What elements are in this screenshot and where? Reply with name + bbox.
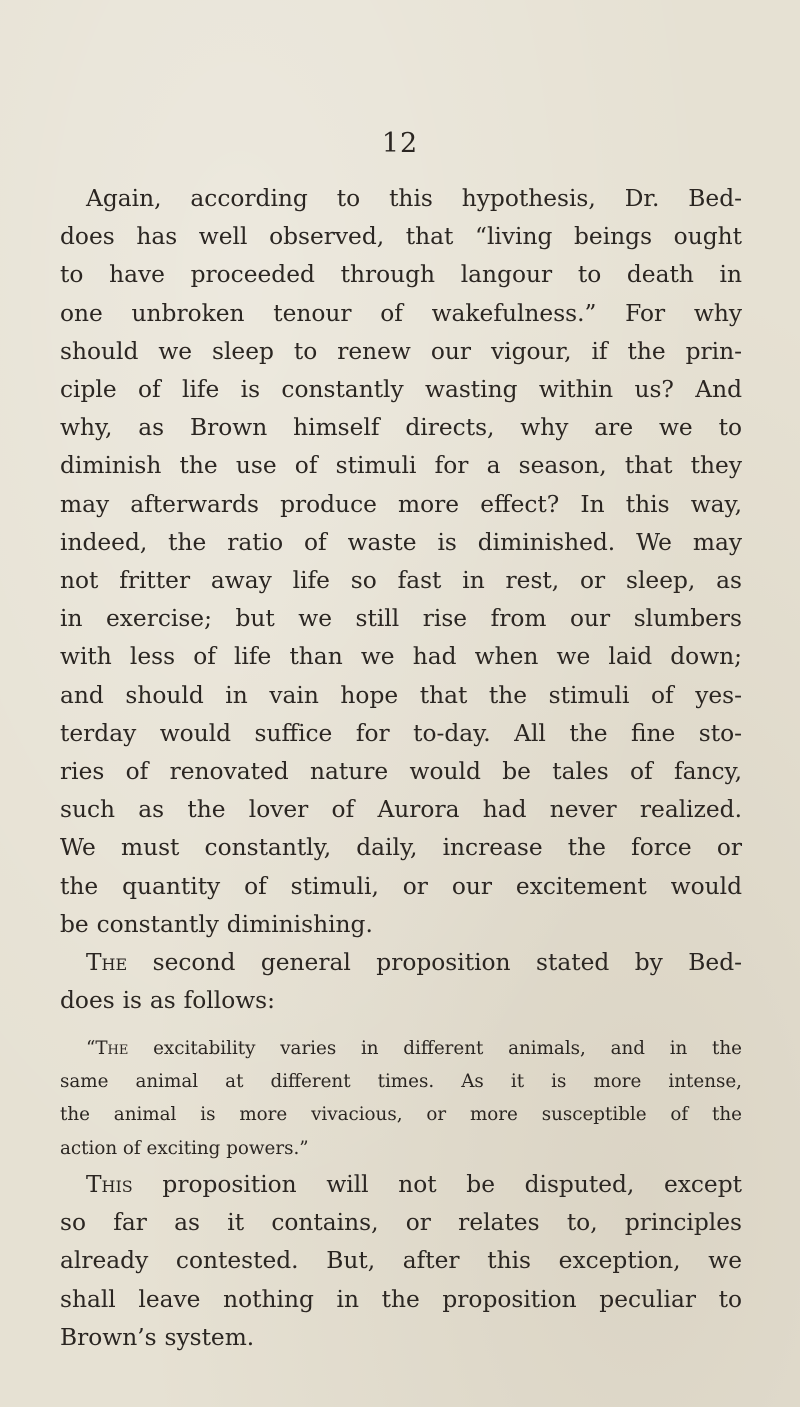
text-line: and should in vain hope that the stimuli of yes- xyxy=(60,681,742,709)
text-line: should we sleep to renew our vigour, if the prin- xyxy=(60,337,742,365)
text-line: terday would suffice for to-day. All the fine sto- xyxy=(60,719,742,747)
text-line: ries of renovated nature would be tales of fancy, xyxy=(60,758,742,786)
text-line: does is as follows: xyxy=(60,987,275,1015)
text-line: the animal is more vivacious, or more susceptible of the xyxy=(60,1104,742,1126)
text-line: diminish the use of stimuli for a season, that they xyxy=(60,452,742,480)
text-line: indeed, the ratio of waste is diminished. We may xyxy=(60,528,742,556)
text-line: same animal at different times. As it is more intense, xyxy=(60,1071,742,1093)
text-line: in exercise; but we still rise from our slumbers xyxy=(60,605,742,633)
small-caps-lead: This xyxy=(86,1171,133,1198)
text-line: ciple of life is constantly wasting within us? And xyxy=(60,376,742,404)
text-line: be constantly diminishing. xyxy=(60,910,373,938)
text-line-rest: excitability varies in different animals, and in the xyxy=(128,1038,742,1059)
block-quote xyxy=(60,1032,742,1165)
text-line: such as the lover of Aurora had never realized. xyxy=(60,796,742,824)
text-line: shall leave nothing in the proposition peculiar to xyxy=(60,1285,742,1313)
text-line: one unbroken tenour of wakefulness.” For why xyxy=(60,299,742,327)
text-line: with less of life than we had when we laid down; xyxy=(60,643,742,671)
text-line: why, as Brown himself directs, why are we to xyxy=(60,414,742,442)
text-line xyxy=(60,1032,742,1065)
page-number: 12 xyxy=(381,128,419,159)
text-line xyxy=(60,1166,742,1204)
text-line-rest: second general proposition stated by Bed- xyxy=(127,949,742,976)
text-line: Brown’s system. xyxy=(60,1323,255,1351)
text-line: not fritter away life so fast in rest, or sleep, as xyxy=(60,567,742,595)
text-line: does has well observed, that “living beings ought xyxy=(60,223,742,251)
paragraph-4 xyxy=(60,1166,742,1357)
paragraph-2 xyxy=(60,944,742,1020)
text-line: We must constantly, daily, increase the force or xyxy=(60,834,742,862)
text-line-rest: proposition will not be disputed, except xyxy=(132,1171,742,1198)
paragraph-1 xyxy=(60,180,742,944)
small-caps-lead: “The xyxy=(86,1038,129,1059)
text-line xyxy=(60,944,742,982)
text-line: already contested. But, after this exception, we xyxy=(60,1247,742,1275)
text-line: so far as it contains, or relates to, principles xyxy=(60,1209,742,1237)
text-line: the quantity of stimuli, or our excitement would xyxy=(60,872,742,900)
text-line: action of exciting powers.” xyxy=(60,1137,309,1159)
small-caps-lead: The xyxy=(86,949,128,976)
text-line: to have proceeded through langour to death in xyxy=(60,261,742,289)
text-line: Again, according to this hypothesis, Dr. Bed- xyxy=(86,185,742,212)
text-line: may afterwards produce more effect? In this way, xyxy=(60,490,742,518)
